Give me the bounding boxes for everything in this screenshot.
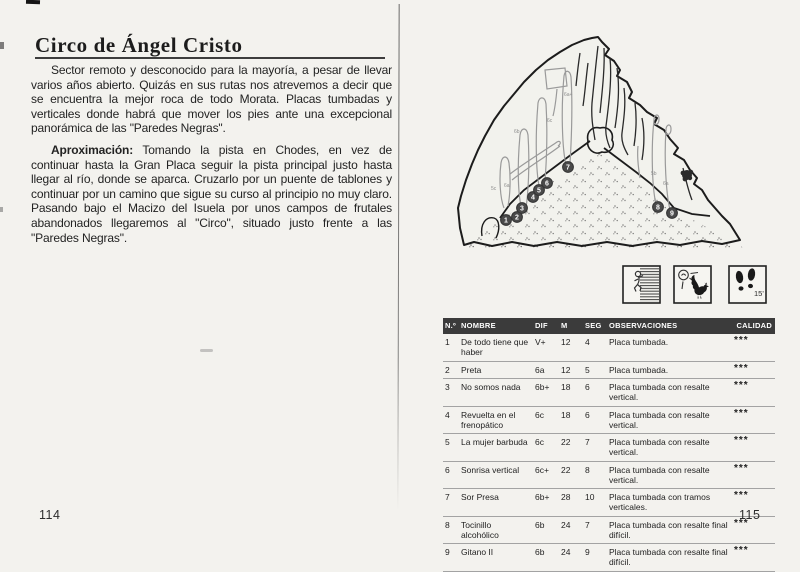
grade-label: 6b	[514, 129, 520, 135]
route-row	[443, 379, 775, 407]
route-bolts: 5	[583, 361, 607, 379]
route-bolts: 8	[583, 461, 607, 489]
route-row	[443, 516, 775, 544]
route-row	[443, 461, 775, 489]
page-title: Circo de Ángel Cristo	[35, 33, 243, 57]
route-name: Revuelta en el frenopático	[459, 406, 533, 434]
route-name: Gitano II	[459, 544, 533, 572]
intro-paragraph: Sector remoto y desconocido para la mayoría, a pesar de llevar varios años abierto. Quizás en sus rutas nos atrevemos a decir que se encuentra la mejor roca de todo Morata. Placas tumbadas y verticales donde habrá que mover los pies ante una excepcional panorámica de las "Paredes Negras".	[31, 63, 392, 136]
route-quality: ***	[732, 544, 775, 572]
route-name: Sonrisa vertical	[459, 461, 533, 489]
route-quality: ***	[732, 516, 775, 544]
route-quality: ***	[732, 434, 775, 462]
route-observations: Placa tumbada con resalte vertical.	[607, 434, 732, 462]
header-m: M	[559, 318, 583, 334]
route-number: 2	[443, 361, 459, 379]
page-gutter-line	[397, 4, 400, 510]
approach-label: Aproximación:	[51, 142, 134, 157]
grade-label: 5b	[651, 171, 657, 177]
body-text-column	[31, 63, 392, 252]
route-quality: ***	[732, 406, 775, 434]
crag-topo-drawing	[452, 8, 797, 258]
route-number: 9	[443, 544, 459, 572]
route-quality: ***	[732, 379, 775, 407]
route-observations: Placa tumbada con resalte vertical.	[607, 461, 732, 489]
route-grade: 6b+	[533, 489, 559, 517]
route-meters: 22	[559, 461, 583, 489]
approach-footprints-icon	[728, 265, 767, 304]
route-number: 1	[443, 334, 459, 361]
route-table	[443, 318, 775, 572]
svg-text:7: 7	[566, 164, 570, 172]
route-observations: Placa tumbada con resalte vertical.	[607, 379, 732, 407]
route-quality: ***	[732, 489, 775, 517]
route-grade: 6c+	[533, 461, 559, 489]
route-number: 4	[443, 406, 459, 434]
route-row	[443, 544, 775, 572]
route-grade: 6c	[533, 406, 559, 434]
route-bolts: 6	[583, 379, 607, 407]
route-bolts: 7	[583, 516, 607, 544]
grade-label: 6c	[547, 118, 553, 124]
svg-text:2: 2	[515, 214, 519, 222]
route-quality: ***	[732, 461, 775, 489]
route-name: No somos nada	[459, 379, 533, 407]
route-bolts: 10	[583, 489, 607, 517]
route-row	[443, 361, 775, 379]
svg-text:8: 8	[656, 204, 660, 212]
header-num: N.º	[443, 318, 459, 334]
header-cal: CALIDAD	[732, 318, 775, 334]
svg-text:6: 6	[545, 180, 549, 188]
route-marker	[653, 202, 664, 213]
route-row	[443, 434, 775, 462]
svg-text:4: 4	[531, 194, 535, 202]
route-bolts: 4	[583, 334, 607, 361]
page-number-left: 114	[39, 508, 61, 522]
route-grade: 6b+	[533, 379, 559, 407]
title-underline	[35, 57, 385, 59]
route-meters: 24	[559, 544, 583, 572]
route-name: Tocinillo alcohólico	[459, 516, 533, 544]
route-number: 8	[443, 516, 459, 544]
route-marker	[563, 162, 574, 173]
approach-time: 15'	[754, 289, 764, 298]
svg-text:5: 5	[537, 187, 541, 195]
route-meters: 22	[559, 434, 583, 462]
route-grade: 6a	[533, 361, 559, 379]
route-number: 3	[443, 379, 459, 407]
route-number: 7	[443, 489, 459, 517]
route-meters: 24	[559, 516, 583, 544]
route-meters: 18	[559, 406, 583, 434]
route-marker	[542, 178, 553, 189]
route-meters: 12	[559, 334, 583, 361]
route-observations: Placa tumbada con resalte vertical.	[607, 406, 732, 434]
route-observations: Placa tumbada.	[607, 361, 732, 379]
route-quality: ***	[732, 361, 775, 379]
route-marker	[667, 208, 678, 219]
route-name: De todo tiene que haber	[459, 334, 533, 361]
route-marker	[501, 215, 512, 226]
route-row	[443, 489, 775, 517]
route-grade: V+	[533, 334, 559, 361]
header-name: NOMBRE	[459, 318, 533, 334]
climber-on-slab-icon	[622, 265, 661, 304]
grade-label: 6a+	[564, 92, 573, 98]
route-bolts: 9	[583, 544, 607, 572]
route-name: Preta	[459, 361, 533, 379]
scan-artifact	[26, 0, 40, 4]
route-bolts: 7	[583, 434, 607, 462]
route-marker	[517, 203, 528, 214]
approach-paragraph	[31, 143, 392, 245]
route-grade: 6b	[533, 516, 559, 544]
header-seg: SEG	[583, 318, 607, 334]
route-grade: 6c	[533, 434, 559, 462]
route-name: Sor Presa	[459, 489, 533, 517]
route-name: La mujer barbuda	[459, 434, 533, 462]
route-grade: 6b	[533, 544, 559, 572]
route-number: 6	[443, 461, 459, 489]
table-header-row	[443, 318, 775, 334]
page-number-right: 115	[739, 508, 761, 522]
scan-artifact	[0, 42, 4, 49]
route-observations: Placa tumbada con resalte final difícil.	[607, 544, 732, 572]
scan-artifact	[0, 207, 3, 212]
svg-text:9: 9	[670, 210, 674, 218]
scan-artifact	[200, 349, 213, 352]
route-meters: 18	[559, 379, 583, 407]
route-observations: Placa tumbada.	[607, 334, 732, 361]
grade-label: 6a	[663, 181, 669, 187]
grade-label: 6a	[504, 183, 510, 189]
route-observations: Placa tumbada con tramos verticales.	[607, 489, 732, 517]
route-row	[443, 406, 775, 434]
header-obs: OBSERVACIONES	[607, 318, 732, 334]
grade-label: 5c	[491, 186, 497, 192]
route-observations: Placa tumbada con resalte final difícil.	[607, 516, 732, 544]
morning-sun-rooster-icon	[673, 265, 712, 304]
svg-text:1: 1	[504, 217, 508, 225]
route-row	[443, 334, 775, 361]
route-quality: ***	[732, 334, 775, 361]
svg-text:3: 3	[520, 205, 524, 213]
route-meters: 28	[559, 489, 583, 517]
header-dif: DIF	[533, 318, 559, 334]
route-number: 5	[443, 434, 459, 462]
route-meters: 12	[559, 361, 583, 379]
route-bolts: 6	[583, 406, 607, 434]
approach-text: Tomando la pista en Chodes, en vez de continuar hasta la Gran Placa seguir la pista principal justo hasta llegar al río, donde se aparca. Cruzarlo por un puente de tablones y continuar por un camino que sigue su curso al principio no muy claro. Pasando bajo el Macizo del Isuela por unos campos de frutales abandonados llegaremos al "Circo", situado justo frente a las "Paredes Negras".	[31, 142, 392, 245]
